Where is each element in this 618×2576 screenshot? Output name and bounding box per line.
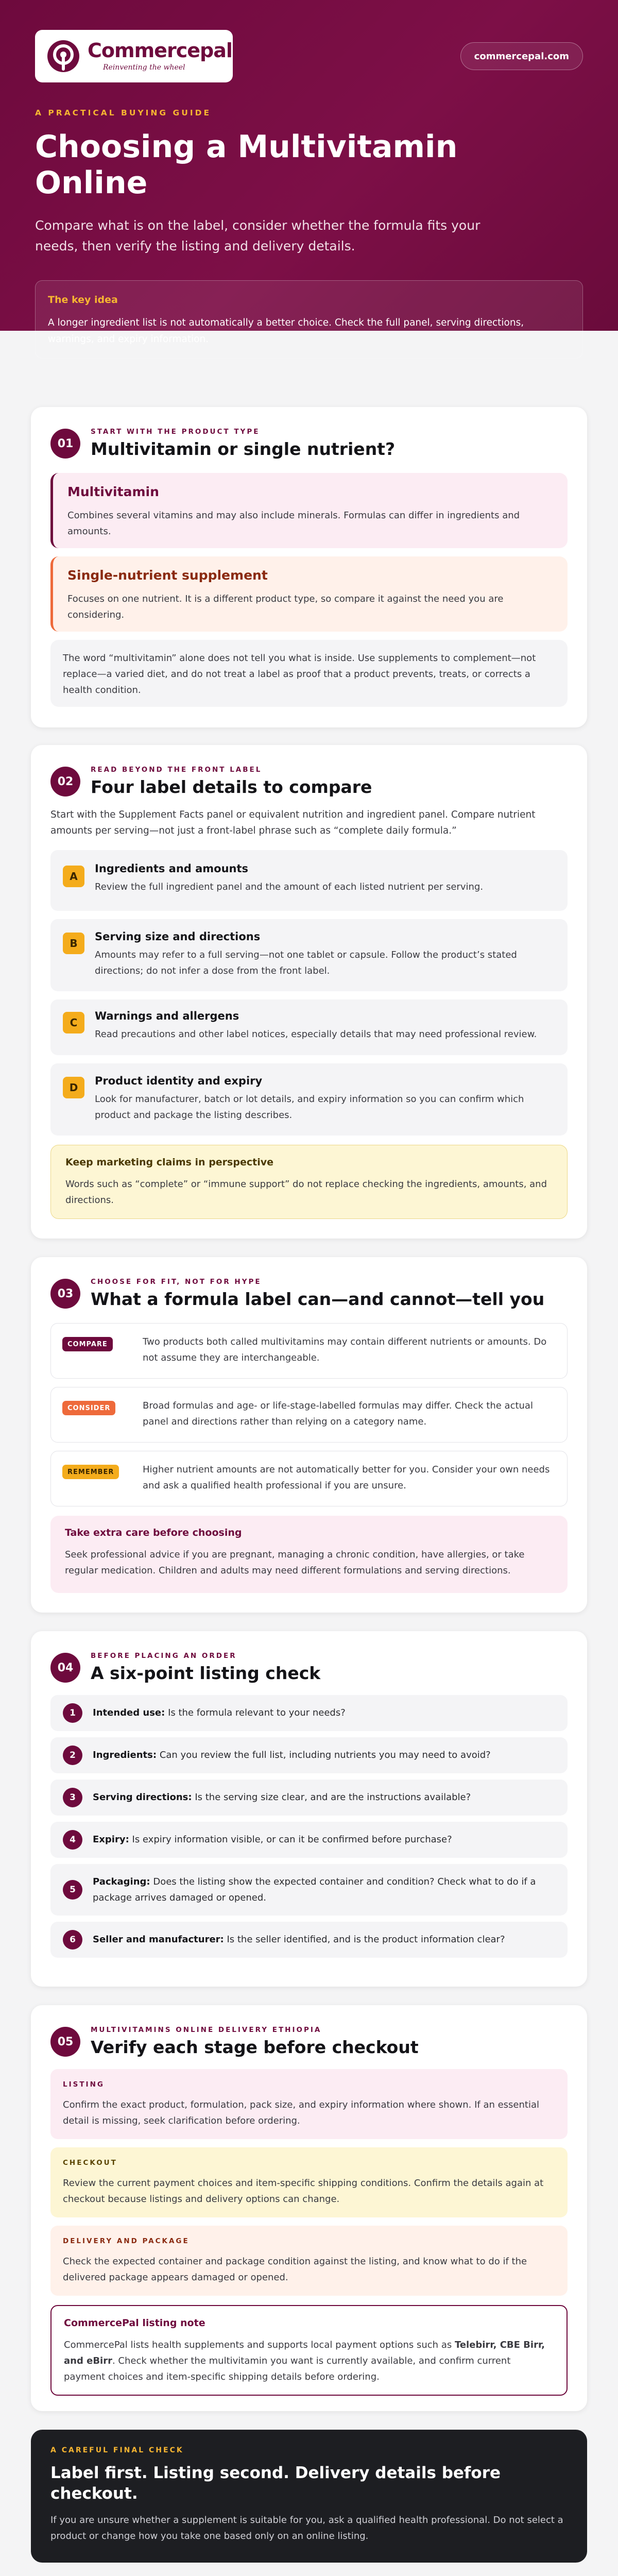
checklist-number: 1 xyxy=(63,1703,82,1723)
listing-note-title: CommercePal listing note xyxy=(64,2317,205,2329)
section-number: 01 xyxy=(50,429,80,459)
formula-fit-item xyxy=(50,1323,568,1379)
key-idea-box xyxy=(35,280,583,359)
stage-text: Confirm the exact product, formulation, pack size, and expiry information where shown. If an essential detail is missing, seek clarification before ordering. xyxy=(63,2099,540,2126)
stage-listing xyxy=(50,2069,568,2139)
section-kicker: BEFORE PLACING AN ORDER xyxy=(91,1652,237,1660)
checklist-label: Serving directions: xyxy=(93,1792,192,1803)
label-detail-item xyxy=(50,919,568,991)
listing-note-text xyxy=(64,2337,554,2385)
checklist-label: Ingredients: xyxy=(93,1750,157,1760)
checklist-item xyxy=(50,1780,568,1816)
section-kicker: MULTIVITAMINS ONLINE DELIVERY ETHIOPIA xyxy=(91,2026,322,2034)
hero xyxy=(0,0,618,345)
multivitamin-block xyxy=(50,473,568,548)
label-detail-title: Warnings and allergens xyxy=(95,1010,239,1022)
stage-checkout xyxy=(50,2147,568,2217)
checklist-number: 6 xyxy=(63,1930,82,1950)
checklist-item xyxy=(50,1695,568,1731)
section-kicker: START WITH THE PRODUCT TYPE xyxy=(91,428,260,436)
label-detail-text: Review the full ingredient panel and the amount of each listed nutrient per serving. xyxy=(95,882,484,892)
letter-badge: C xyxy=(63,1012,84,1033)
label-detail-title: Serving size and directions xyxy=(95,930,261,943)
section-title: Four label details to compare xyxy=(91,777,372,797)
stage-kicker: CHECKOUT xyxy=(63,2159,117,2167)
stage-kicker: LISTING xyxy=(63,2080,105,2089)
hero-subtitle: Compare what is on the label, consider whether the formula fits your needs, then verify the listing and delivery details. xyxy=(35,218,480,253)
callout-title: Keep marketing claims in perspective xyxy=(65,1157,273,1168)
section-number: 04 xyxy=(50,1653,80,1683)
compare-badge: COMPARE xyxy=(62,1337,113,1351)
checklist-text: Is expiry information visible, or can it be confirmed before purchase? xyxy=(132,1834,452,1845)
checklist-text: Is the formula relevant to your needs? xyxy=(168,1707,346,1718)
stage-text: Check the expected container and package condition against the listing, and know what to do if the delivered package appears damaged or opened. xyxy=(63,2256,527,2283)
single-nutrient-block xyxy=(50,556,568,632)
formula-fit-text: Broad formulas and age- or life-stage-labelled formulas may differ. Check the actual panel and directions rather than relying on a category name. xyxy=(143,1400,533,1427)
letter-badge: A xyxy=(63,866,84,887)
section-intro: Start with the Supplement Facts panel or equivalent nutrition and ingredient panel. Compare nutrient amounts per serving—not just a front-label phrase such as “complete daily formula.” xyxy=(50,809,536,836)
checklist-label: Intended use: xyxy=(93,1707,165,1718)
label-detail-text: Amounts may refer to a full serving—not one tablet or capsule. Follow the product’s stated directions; do not infer a dose from the front label. xyxy=(95,950,517,976)
stage-delivery xyxy=(50,2226,568,2296)
section-number: 03 xyxy=(50,1279,80,1309)
stage-text: Review the current payment choices and item-specific shipping conditions. Confirm the details again at checkout because listings and delivery options can change. xyxy=(63,2178,544,2205)
section-title: Verify each stage before checkout xyxy=(91,2037,419,2057)
site-link[interactable]: commercepal.com xyxy=(460,42,583,70)
final-kicker: A CAREFUL FINAL CHECK xyxy=(50,2446,184,2454)
checklist-item xyxy=(50,1864,568,1916)
section-kicker: CHOOSE FOR FIT, NOT FOR HYPE xyxy=(91,1278,262,1286)
final-check xyxy=(31,2430,587,2563)
brand-logo[interactable] xyxy=(35,30,233,82)
section-number: 05 xyxy=(50,2027,80,2057)
brand-tagline: Reinventing the wheel xyxy=(103,63,185,72)
formula-fit-text: Two products both called multivitamins may contain different nutrients or amounts. Do not assume they are interchangeable. xyxy=(143,1336,547,1363)
checklist-item xyxy=(50,1922,568,1958)
section-formula-fit xyxy=(31,1257,587,1613)
label-detail-item xyxy=(50,1063,568,1136)
checklist-number: 5 xyxy=(63,1880,82,1900)
extra-care-title: Take extra care before choosing xyxy=(65,1527,242,1538)
stage-kicker: DELIVERY AND PACKAGE xyxy=(63,2237,190,2245)
section-number: 02 xyxy=(50,767,80,796)
multivitamin-title: Multivitamin xyxy=(67,484,159,499)
extra-care-box xyxy=(50,1516,568,1593)
brand-logo-icon xyxy=(46,39,80,73)
label-detail-text: Read precautions and other label notices, especially details that may need professional review. xyxy=(95,1029,537,1040)
single-nutrient-title: Single-nutrient supplement xyxy=(67,568,268,583)
final-text: If you are unsure whether a supplement is suitable for you, ask a qualified health professional. Do not select a product or change how you take one based only on an online listing. xyxy=(50,2515,563,2541)
hero-eyebrow: A PRACTICAL BUYING GUIDE xyxy=(35,108,212,117)
checklist-text: Does the listing show the expected container and condition? Check what to do if a package arrives damaged or opened. xyxy=(93,1876,536,1903)
checklist-number: 3 xyxy=(63,1788,82,1807)
checklist-label: Expiry: xyxy=(93,1834,129,1845)
letter-badge: B xyxy=(63,933,84,954)
section-title: A six-point listing check xyxy=(91,1663,321,1683)
checklist-label: Packaging: xyxy=(93,1876,150,1887)
brand-name: Commercepal xyxy=(88,39,232,62)
formula-fit-item xyxy=(50,1451,568,1506)
section-title: Multivitamin or single nutrient? xyxy=(91,439,396,459)
single-nutrient-text: Focuses on one nutrient. It is a different product type, so compare it against the need you are considering. xyxy=(67,594,504,620)
listing-note-post: . Check whether the multivitamin you want is currently available, and confirm current payment choices and item-specific shipping details before ordering. xyxy=(64,2355,511,2382)
checklist-number: 2 xyxy=(63,1745,82,1765)
label-detail-text: Look for manufacturer, batch or lot details, and expiry information so you can confirm which product and package the listing describes. xyxy=(95,1094,524,1121)
final-title: Label first. Listing second. Delivery details before checkout. xyxy=(50,2464,501,2503)
letter-badge: D xyxy=(63,1077,84,1098)
checklist-text: Is the serving size clear, and are the instructions available? xyxy=(195,1792,471,1803)
label-detail-title: Product identity and expiry xyxy=(95,1075,263,1087)
marketing-claims-callout xyxy=(50,1145,568,1219)
extra-care-text: Seek professional advice if you are pregnant, managing a chronic condition, have allergies, or take regular medication. Children and adults may need different formulations and serving directions. xyxy=(65,1549,525,1576)
payment-options: Telebirr, CBE Birr, and eBirr xyxy=(64,2340,545,2366)
checklist-label: Seller and manufacturer: xyxy=(93,1934,224,1945)
checklist-text: Can you review the full list, including nutrients you may need to avoid? xyxy=(159,1750,491,1760)
listing-note xyxy=(50,2305,568,2396)
section-label-details xyxy=(31,745,587,1239)
section-verify-checkout xyxy=(31,2005,587,2411)
checklist-item xyxy=(50,1737,568,1773)
label-detail-title: Ingredients and amounts xyxy=(95,862,249,875)
checklist-number: 4 xyxy=(63,1830,82,1850)
multivitamin-note xyxy=(50,640,568,707)
checklist-item xyxy=(50,1822,568,1858)
listing-note-pre: CommercePal lists health supplements and supports local payment options such as xyxy=(64,2340,455,2350)
checklist-text: Is the seller identified, and is the product information clear? xyxy=(227,1934,505,1945)
label-detail-item xyxy=(50,999,568,1055)
key-idea-text: A longer ingredient list is not automatically a better choice. Check the full panel, serving directions, warnings, and expiry information. xyxy=(48,317,524,345)
key-idea-title: The key idea xyxy=(48,294,118,306)
formula-fit-item xyxy=(50,1387,568,1443)
section-title: What a formula label can—and cannot—tell you xyxy=(91,1289,545,1309)
section-kicker: READ BEYOND THE FRONT LABEL xyxy=(91,766,262,774)
page-title: Choosing a Multivitamin Online xyxy=(35,129,458,201)
callout-text: Words such as “complete” or “immune support” do not replace checking the ingredients, amounts, and directions. xyxy=(65,1179,547,1206)
multivitamin-note-text: The word “multivitamin” alone does not tell you what is inside. Use supplements to complement—not replace—a varied diet, and do not treat a label as proof that a product prevents, treats, or corrects a health condition. xyxy=(63,653,536,696)
consider-badge: CONSIDER xyxy=(62,1401,115,1415)
label-detail-item xyxy=(50,850,568,911)
section-product-type xyxy=(31,407,587,727)
multivitamin-text: Combines several vitamins and may also include minerals. Formulas can differ in ingredients and amounts. xyxy=(67,510,520,537)
formula-fit-text: Higher nutrient amounts are not automatically better for you. Consider your own needs and ask a qualified health professional if you are unsure. xyxy=(143,1464,550,1491)
section-listing-check xyxy=(31,1631,587,1987)
remember-badge: REMEMBER xyxy=(62,1465,119,1479)
